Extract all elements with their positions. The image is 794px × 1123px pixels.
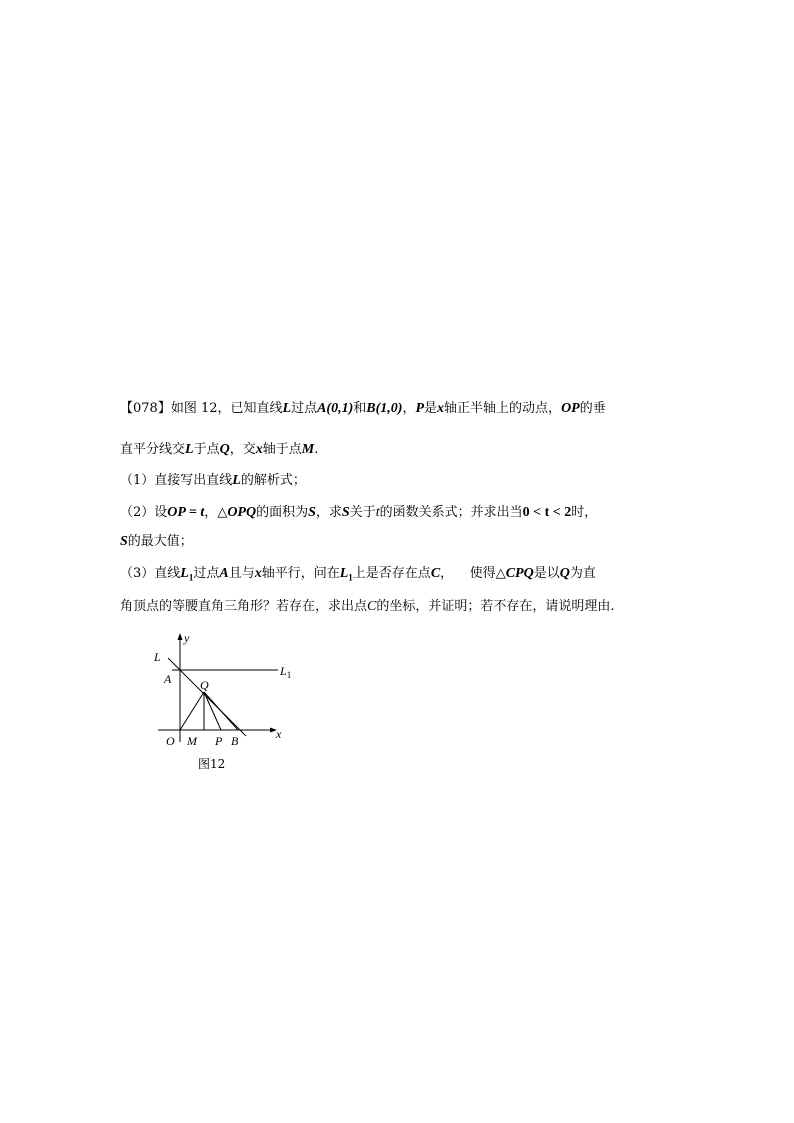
label-L1: $L_1$: [280, 664, 292, 680]
label-Q: Q: [200, 678, 209, 692]
segment-OQ: [180, 692, 204, 730]
question-3-cont: 角顶点的等腰直角三角形？若存在，求出点C的坐标，并证明；若不存在，请说明理由.: [120, 599, 615, 614]
label-x: x: [276, 727, 282, 741]
label-M: M: [187, 734, 197, 748]
y-axis-arrow: [178, 633, 183, 640]
question-1: （1）直接写出直线L的解析式；: [120, 473, 306, 488]
problem-line-1: 【078】如图 12，已知直线L过点A(0,1)和B(1,0)，P是x轴正半轴上的动点，OP的垂: [120, 401, 606, 416]
segment-QP: [204, 692, 221, 730]
label-P: P: [215, 734, 223, 748]
problem-line-2: 直平分线交L于点Q，交x轴于点M.: [120, 442, 319, 457]
question-3: （3）直线$L_1$过点A且与x轴平行，问在$L_1$上是否存在点C， 使得△CPQ是以Q为直: [120, 566, 596, 583]
figure-caption: 图12: [198, 757, 226, 771]
question-2: （2）设OP = t，△OPQ的面积为S，求S关于t的函数关系式；并求出当0 < t < 2时，: [120, 505, 598, 520]
figure-12: [150, 630, 310, 754]
label-y: y: [184, 631, 190, 645]
label-A: A: [164, 672, 172, 686]
label-B: B: [231, 734, 239, 748]
segment-Q-to-x: [204, 692, 238, 730]
label-O: O: [166, 734, 175, 748]
question-2-cont: S的最大值；: [120, 534, 193, 549]
label-L: L: [154, 650, 161, 664]
problem-tag: 【078】: [120, 401, 171, 416]
